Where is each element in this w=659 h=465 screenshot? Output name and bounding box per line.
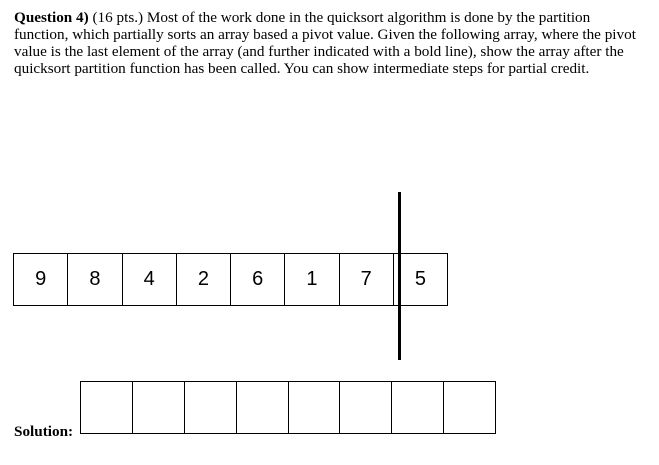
solution-cell[interactable] xyxy=(184,382,236,433)
question-body: (16 pts.) Most of the work done in the quicksort algorithm is done by the partition function, which partially sorts an array based a pivot value. Given the following array, where the pivot value is the last element of the array (and further indicated with a bold line), show the array after the quicksort partition function has been called. You can show intermediate steps for partial credit. xyxy=(14,9,636,77)
array-cell: 4 xyxy=(122,254,176,305)
solution-cell[interactable] xyxy=(81,382,132,433)
solution-cell[interactable] xyxy=(132,382,184,433)
solution-cell[interactable] xyxy=(236,382,288,433)
array-cell: 8 xyxy=(67,254,121,305)
array-cell: 7 xyxy=(339,254,393,305)
question-label: Question 4) xyxy=(14,9,89,26)
input-array xyxy=(13,253,448,306)
question-text xyxy=(14,9,644,77)
array-cell: 9 xyxy=(35,268,47,290)
solution-cell[interactable] xyxy=(443,382,495,433)
array-cell: 2 xyxy=(176,254,230,305)
solution-cell[interactable] xyxy=(339,382,391,433)
solution-cell[interactable] xyxy=(288,382,340,433)
pivot-divider-line xyxy=(398,192,401,360)
array-cell: 1 xyxy=(284,254,338,305)
array-cell-pivot: 5 xyxy=(393,254,447,305)
solution-label: Solution: xyxy=(14,423,74,440)
array-cell: 6 xyxy=(230,254,284,305)
solution-array xyxy=(80,381,496,434)
solution-cell[interactable] xyxy=(391,382,443,433)
